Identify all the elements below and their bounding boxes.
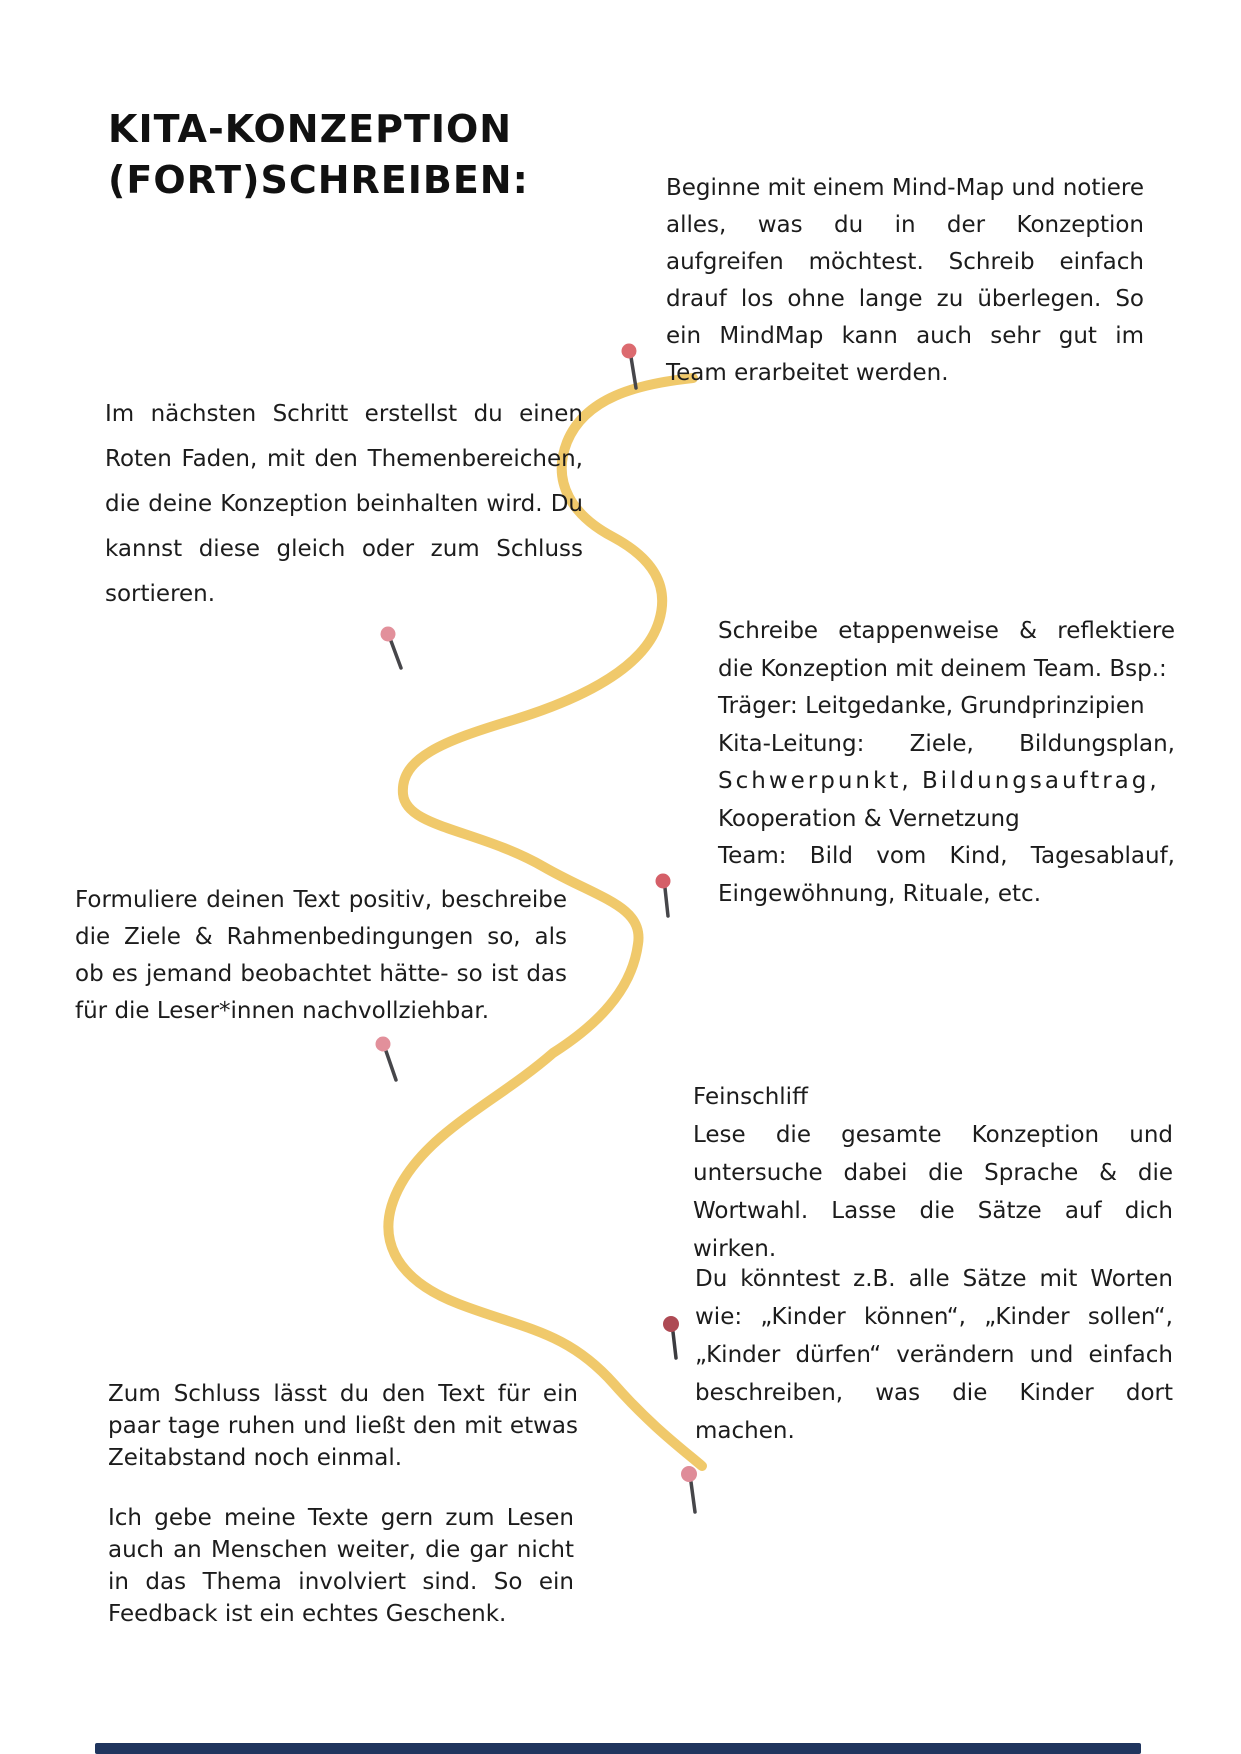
step-ruhen-paragraph: Zum Schluss lässt du den Text für ein paar tage ruhen und ließt den mit etwas Zeitabstand noch einmal.: [108, 1381, 578, 1471]
page-title: [108, 104, 548, 207]
feinschliff-text: Lese die gesamte Konzeption und untersuche dabei die Sprache & die Wortwahl. Lasse die Sätze auf dich wirken.: [693, 1122, 1173, 1262]
etappen-line: Schreibe etappenweise & reflektiere: [718, 618, 1175, 644]
map-pin-icon: [381, 627, 402, 669]
map-pin-icon: [622, 344, 637, 389]
etappen-line: Kita-Leitung: Ziele, Bildungsplan,: [718, 730, 1175, 757]
pin-stem: [691, 1482, 695, 1512]
pin-head: [381, 627, 396, 642]
map-pin-icon: [663, 1316, 679, 1358]
pin-head: [656, 874, 671, 889]
step-mindmap-paragraph: Beginne mit einem Mind-Map und notiere alles, was du in der Konzeption aufgreifen möchtest. Schreib einfach drauf los ohne lange zu überlegen. So ein MindMap kann auch sehr gut im Team erarbeitet werden.: [666, 175, 1144, 386]
pin-stem: [391, 641, 401, 668]
etappen-line: Team: Bild vom Kind, Tagesablauf,: [718, 843, 1175, 869]
map-pin-icon: [656, 874, 671, 917]
etappen-line: die Konzeption mit deinem Team. Bsp.:: [718, 655, 1167, 682]
pin-stem: [673, 1332, 676, 1358]
etappen-line: Schwerpunkt, Bildungsauftrag,: [718, 768, 1160, 794]
step-feinschliff-block: [693, 1078, 1173, 1268]
step-etappen-paragraph: [718, 613, 1175, 913]
footer-bar: [95, 1743, 1141, 1754]
etappen-line: Kooperation & Vernetzung: [718, 805, 1020, 832]
step-positiv-paragraph: Formuliere deinen Text positiv, beschreibe die Ziele & Rahmenbedingungen so, als ob es jemand beobachtet hätte- so ist das für die Leser*innen nachvollziehbar.: [75, 887, 567, 1024]
etappen-line: Träger: Leitgedanke, Grundprinzipien: [718, 693, 1145, 719]
pin-head: [622, 344, 637, 359]
step-saetze-paragraph: Du könntest z.B. alle Sätze mit Worten wie: „Kinder können“, „Kinder sollen“, „Kinder dürfen“ verändern und einfach beschreiben, was die Kinder dort machen.: [695, 1266, 1173, 1444]
pin-stem: [665, 888, 668, 916]
step-feedback-paragraph: Ich gebe meine Texte gern zum Lesen auch an Menschen weiter, die gar nicht in das Thema involviert sind. So ein Feedback ist ein echtes Geschenk.: [108, 1505, 574, 1627]
page-title-line2: (FORT)SCHREIBEN:: [108, 158, 529, 203]
etappen-line: Eingewöhnung, Rituale, etc.: [718, 880, 1042, 907]
pin-head: [376, 1037, 391, 1052]
step-roter-faden-paragraph: Im nächsten Schritt erstellst du einen Roten Faden, mit den Themenbereichen, die deine Konzeption beinhalten wird. Du kannst diese gleich oder zum Schluss sortieren.: [105, 401, 583, 607]
pin-head: [663, 1316, 679, 1332]
pin-stem: [631, 357, 636, 388]
page-title-line1: KITA-KONZEPTION: [108, 107, 513, 151]
feinschliff-heading: Feinschliff: [693, 1084, 808, 1110]
map-pin-icon: [376, 1037, 397, 1081]
map-pin-icon: [681, 1466, 697, 1512]
pin-stem: [386, 1051, 396, 1080]
pin-head: [681, 1466, 697, 1482]
